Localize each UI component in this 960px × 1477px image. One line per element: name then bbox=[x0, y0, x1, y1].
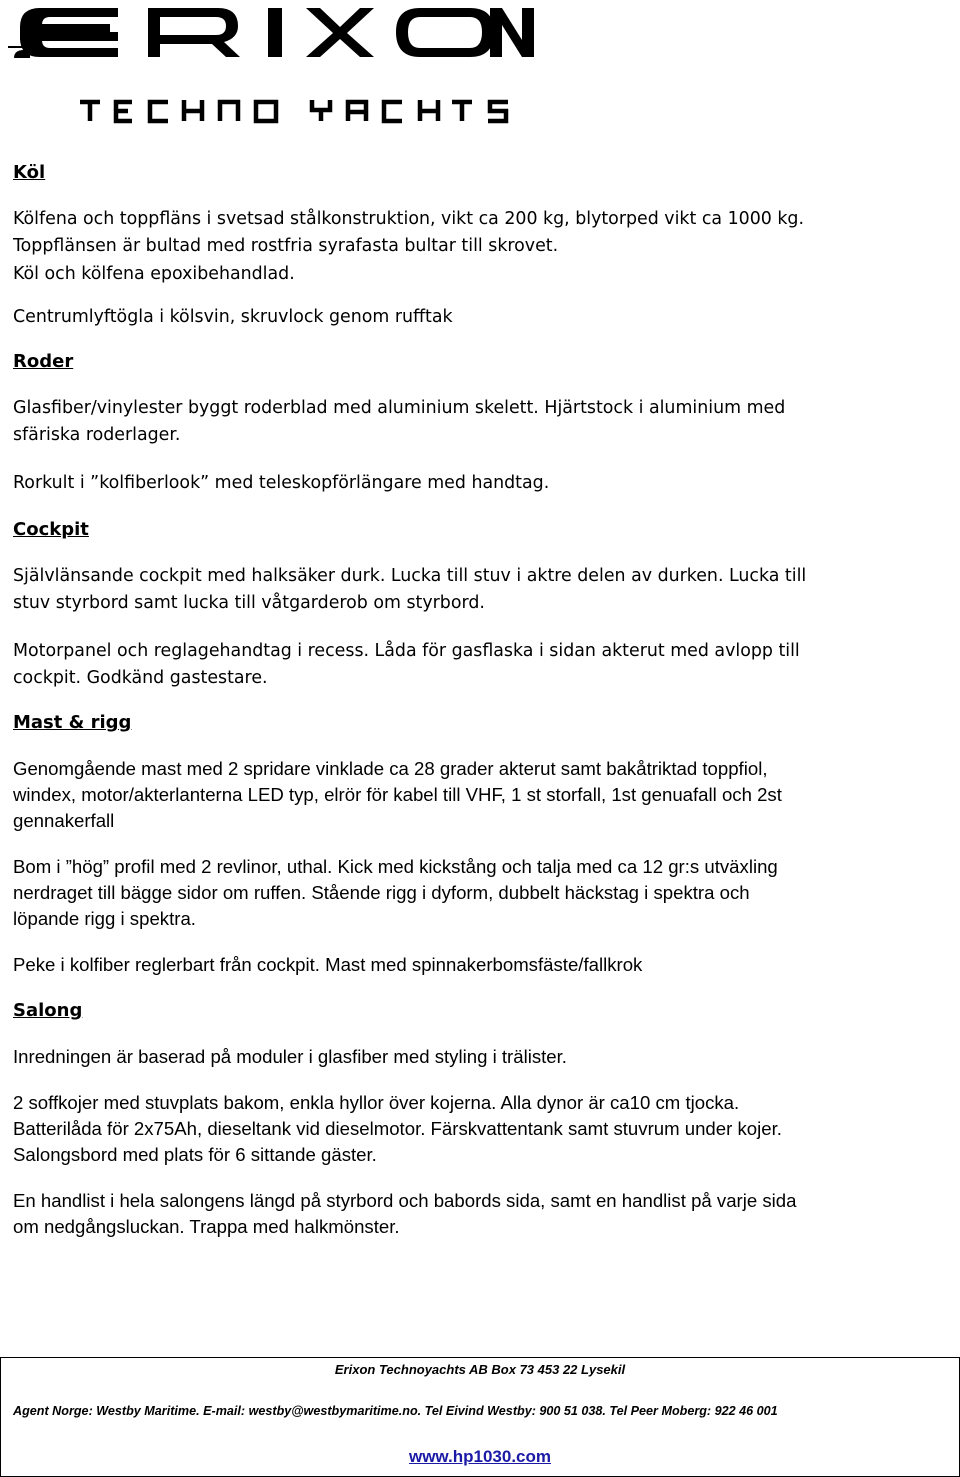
kol-line-1: Kölfena och toppfläns i svetsad stålkonstruktion, vikt ca 200 kg, blytorped vikt ca 1000 kg. bbox=[13, 209, 804, 229]
kol-paragraph-2: Centrumlyftögla i kölsvin, skruvlock genom rufftak bbox=[13, 306, 453, 327]
mast-line-4: Bom i ”hög” profil med 2 revlinor, uthal. Kick med kickstång och talja med ca 12 gr:s utväxling bbox=[13, 856, 778, 878]
document-body bbox=[13, 160, 953, 1240]
footer-agent: Agent Norge: Westby Maritime. E-mail: westby@westbymaritime.no. Tel Eivind Westby: 900 51 038. Tel Peer Moberg: 922 46 001 bbox=[13, 1404, 778, 1418]
cockpit-line-1: Självlänsande cockpit med halksäker durk. Lucka till stuv i aktre delen av durken. Lucka till bbox=[13, 566, 807, 587]
cockpit-paragraph-2 bbox=[13, 638, 953, 693]
roder-paragraph-2: Rorkult i ”kolfiberlook” med teleskopförlängare med handtag. bbox=[13, 472, 550, 493]
footer-website-link[interactable]: www.hp1030.com bbox=[408, 1447, 552, 1466]
mast-paragraph-2 bbox=[13, 854, 953, 932]
cockpit-line-3: Motorpanel och reglagehandtag i recess. Låda för gasflaska i sidan akterut med avlopp till bbox=[13, 640, 800, 661]
mast-paragraph-1 bbox=[13, 756, 953, 834]
mast-line-5: nerdraget till bägge sidor om ruffen. Stående rigg i dyform, dubbelt häckstag i spektra och bbox=[13, 882, 750, 904]
mast-paragraph-3: Peke i kolfiber reglerbart från cockpit. Mast med spinnakerbomsfäste/fallkrok bbox=[13, 954, 643, 976]
roder-line-2: sfäriska roderlager. bbox=[13, 425, 181, 446]
section-heading-roder: Roder bbox=[13, 351, 74, 373]
roder-line-1: Glasfiber/vinylester byggt roderblad med aluminium skelett. Hjärtstock i aluminium med bbox=[13, 398, 786, 419]
kol-line-3: Köl och kölfena epoxibehandlad. bbox=[13, 263, 295, 284]
kol-paragraph-1 bbox=[13, 206, 953, 288]
mast-line-3: gennakerfall bbox=[13, 810, 115, 832]
cockpit-paragraph-1 bbox=[13, 563, 953, 618]
cockpit-line-4: cockpit. Godkänd gastestare. bbox=[13, 667, 268, 688]
section-heading-kol: Köl bbox=[13, 162, 46, 183]
section-heading-salong: Salong bbox=[13, 1000, 83, 1022]
salong-line-3: Batterilåda för 2x75Ah, dieseltank vid dieselmotor. Färskvattentank samt stuvrum under kojer. bbox=[13, 1118, 782, 1140]
salong-paragraph-1: Inredningen är baserad på moduler i glasfiber med styling i trälister. bbox=[13, 1046, 567, 1068]
cockpit-line-2: stuv styrbord samt lucka till våtgarderob om styrbord. bbox=[13, 593, 485, 614]
mast-line-1: Genomgående mast med 2 spridare vinklade ca 28 grader akterut samt bakåtriktad toppfiol, bbox=[13, 758, 768, 780]
erixon-logo bbox=[0, 0, 560, 130]
salong-paragraph-3 bbox=[13, 1188, 953, 1240]
salong-paragraph-2 bbox=[13, 1090, 953, 1168]
salong-line-5: En handlist i hela salongens längd på styrbord och babords sida, samt en handlist på varje sida bbox=[13, 1190, 797, 1212]
mast-line-2: windex, motor/akterlanterna LED typ, elrör för kabel till VHF, 1 st storfall, 1st genuafall och 2st bbox=[13, 784, 782, 806]
salong-line-4: Salongsbord med plats för 6 sittande gäster. bbox=[13, 1144, 377, 1166]
kol-line-2: Toppflänsen är bultad med rostfria syrafasta bultar till skrovet. bbox=[13, 236, 559, 257]
footer-box bbox=[0, 1357, 960, 1477]
footer-address: Erixon Technoyachts AB Box 73 453 22 Lysekil bbox=[334, 1362, 626, 1377]
salong-line-6: om nedgångsluckan. Trappa med halkmönster. bbox=[13, 1216, 400, 1238]
section-heading-cockpit: Cockpit bbox=[13, 519, 89, 541]
section-heading-mast-rigg: Mast & rigg bbox=[13, 712, 132, 734]
salong-line-2: 2 soffkojer med stuvplats bakom, enkla hyllor över kojerna. Alla dynor är ca10 cm tjocka. bbox=[13, 1092, 740, 1114]
mast-line-6: löpande rigg i spektra. bbox=[13, 908, 196, 930]
roder-paragraph-1 bbox=[13, 395, 953, 450]
